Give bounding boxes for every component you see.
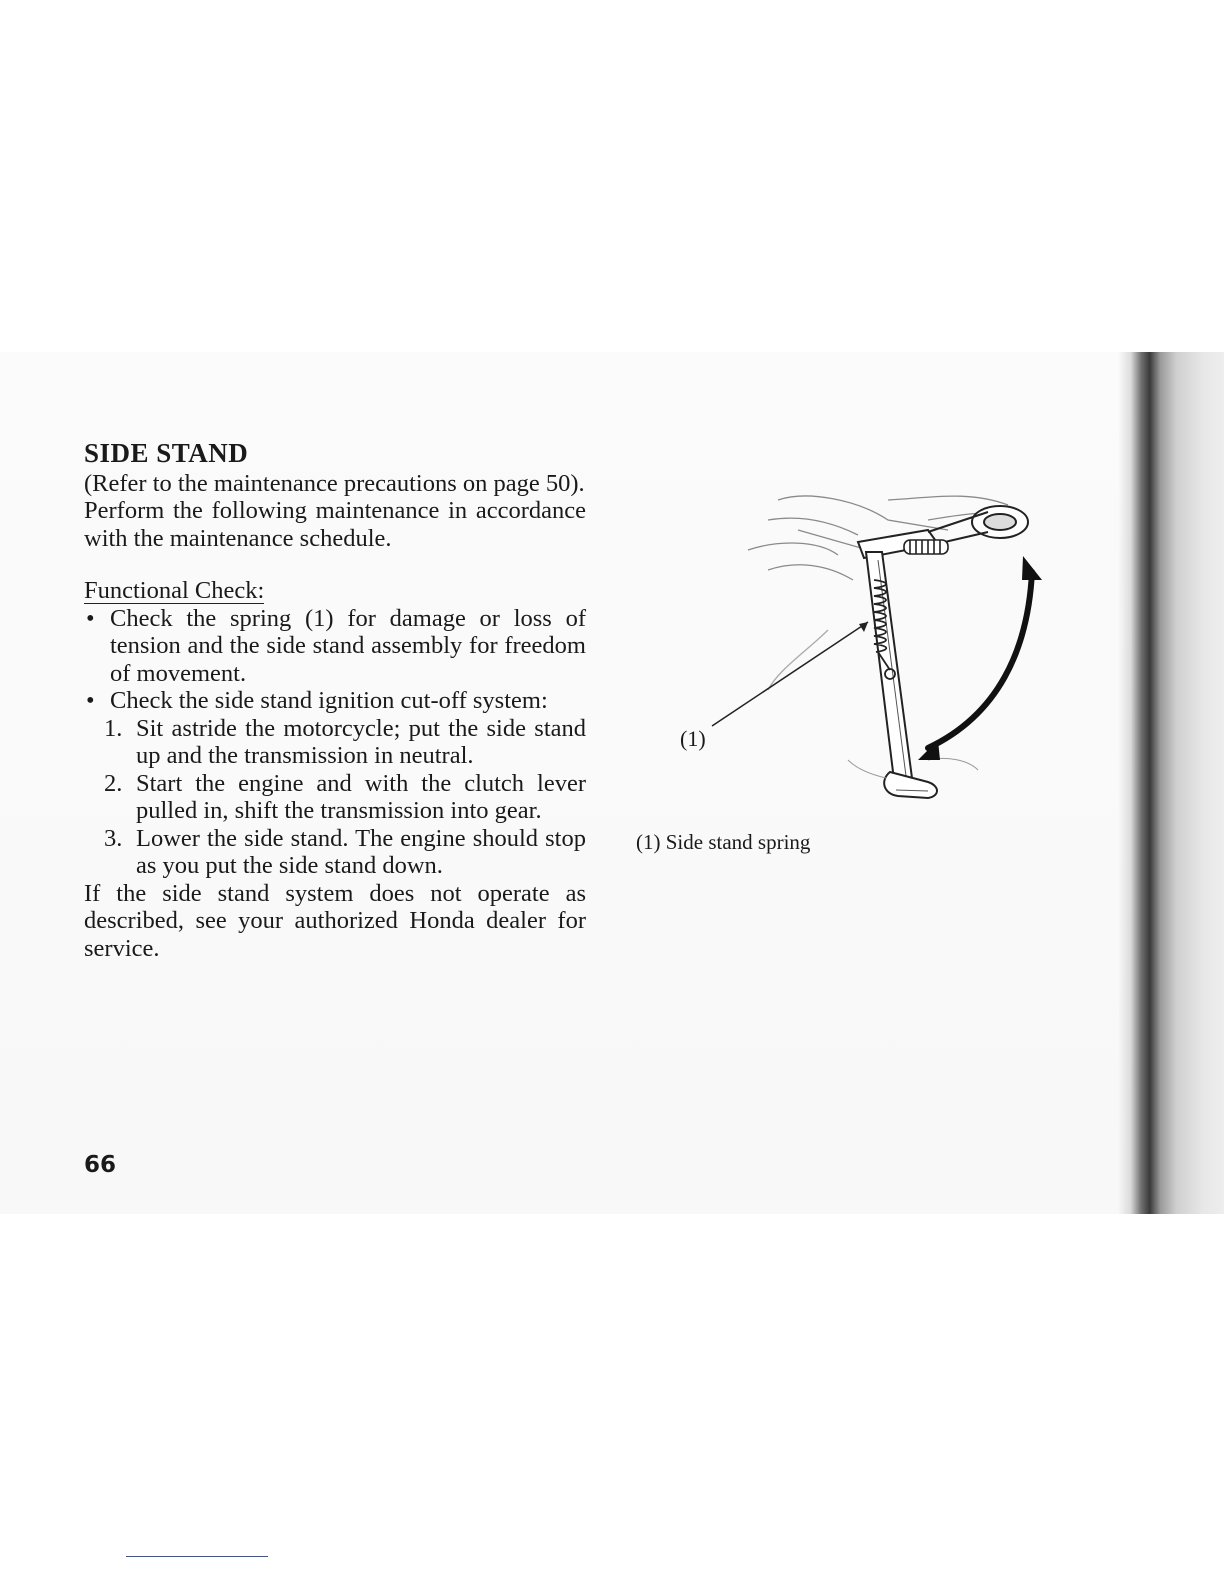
step-text: Start the engine and with the clutch lever pulled in, shift the transmission into gear.	[136, 769, 586, 824]
page-number: 66	[84, 1152, 117, 1178]
callout-label: (1)	[680, 726, 706, 751]
step-text: Sit astride the motorcycle; put the side stand up and the transmission in neutral.	[136, 714, 586, 769]
bullet-text: Check the spring (1) for damage or loss of tension and the side stand assembly for freedom of movement.	[110, 604, 586, 687]
step-number: 2.	[104, 769, 123, 797]
list-item	[84, 605, 586, 688]
list-item	[84, 687, 586, 715]
step-item	[84, 770, 586, 825]
step-number: 3.	[104, 824, 123, 852]
figure-caption: (1) Side stand spring	[636, 830, 811, 854]
step-number: 1.	[104, 714, 123, 742]
bullet-text: Check the side stand ignition cut-off system:	[110, 687, 548, 714]
closing-paragraph: If the side stand system does not operate as described, see your authorized Honda dealer for service.	[84, 879, 586, 962]
step-item	[84, 715, 586, 770]
page-gutter-shadow	[1118, 352, 1224, 1214]
section-heading: SIDE STAND	[84, 438, 249, 468]
divider	[126, 1556, 268, 1557]
step-item	[84, 825, 586, 880]
functional-check-title: Functional Check:	[84, 577, 265, 604]
bullet-dot: •	[86, 687, 95, 714]
intro-refer: (Refer to the maintenance precautions on page 50).	[84, 469, 585, 497]
main-text-column	[84, 440, 586, 962]
step-text: Lower the side stand. The engine should stop as you put the side stand down.	[136, 824, 586, 879]
bullet-dot: •	[86, 604, 95, 632]
intro-perform: Perform the following maintenance in accordance with the maintenance schedule.	[84, 497, 586, 552]
side-stand-illustration	[628, 460, 1068, 820]
